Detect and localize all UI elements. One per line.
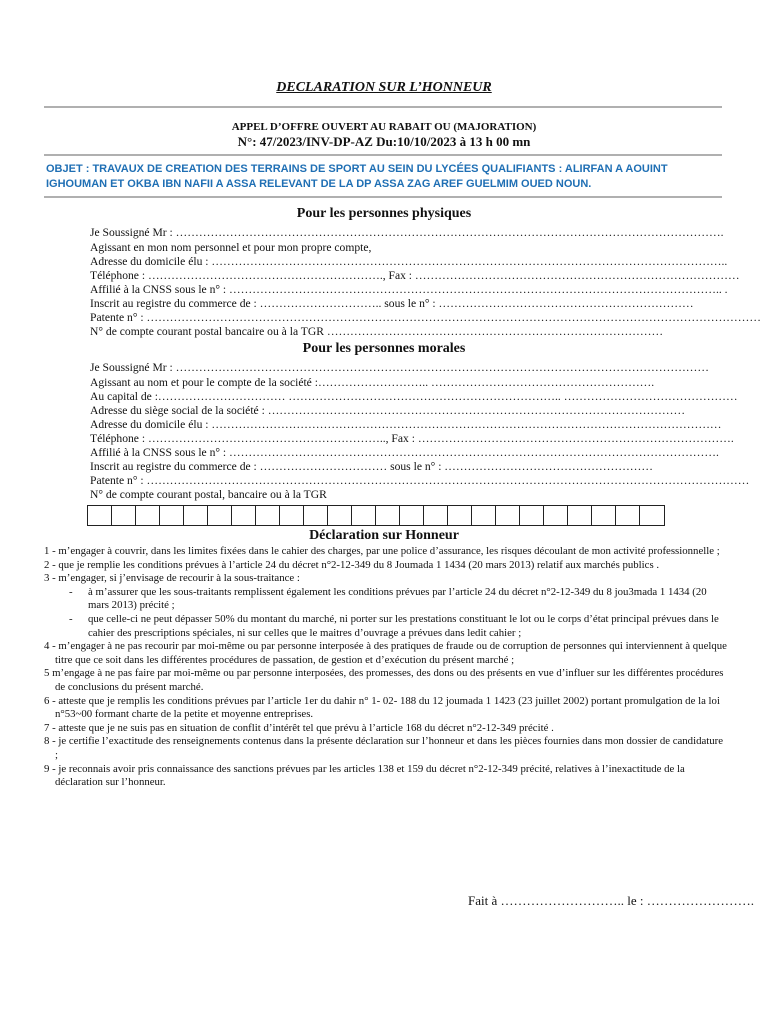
field-line: Patente n° : ………………………………………………………………………………………………………………………………………… xyxy=(90,474,750,487)
dash-bullet: - xyxy=(69,585,73,598)
account-digit-box xyxy=(568,506,592,525)
tender-reference: N°: 47/2023/INV-DP-AZ Du:10/10/2023 à 13 h 00 mn xyxy=(237,134,531,149)
field-line: N° de compte courant postal, bancaire ou à la TGR xyxy=(90,488,327,501)
field-line: Patente n° : …………………………………………………………………………………………………………………………………………… xyxy=(90,311,761,324)
divider xyxy=(44,196,722,198)
account-digit-box xyxy=(256,506,280,525)
field-line: Agissant au nom et pour le compte de la société :……………………….. …………………………………………………. xyxy=(90,376,655,389)
declaration-item: 9 - je reconnais avoir pris connaissance des sanctions prévues par les articles 138 et 159 du décret n°2-12-349 précité, relatives à l’inexactitude de la déclaration sur l’honneur. xyxy=(44,762,685,789)
field-line: Je Soussigné Mr : ………………………………………………………………………………………………………………………… xyxy=(90,361,709,374)
account-digit-box xyxy=(208,506,232,525)
account-digit-box xyxy=(328,506,352,525)
declaration-item: 6 - atteste que je remplis les conditions prévues par l’article 1er du dahir n° 1- 02- 188 du 12 joumada 1 1423 (23 juillet 2002) portant promulgation de la loi n°53~00 formant charte de la petite et moyenne entreprises. xyxy=(44,694,720,721)
field-line: Inscrit au registre du commerce de : ………………………….. sous le n° : ………………………………………………………… xyxy=(90,297,694,310)
field-line: Au capital de :…………………………… …………………………………………………………….. ……………………………………… xyxy=(90,390,738,403)
account-digit-box xyxy=(544,506,568,525)
account-digit-box xyxy=(88,506,112,525)
declaration-item: 8 - je certifie l’exactitude des renseignements contenus dans la présente déclaration sur l’honneur et dans les pièces fournies dans mon dossier de candidature ; xyxy=(44,735,724,761)
dash-bullet: - xyxy=(69,612,73,625)
declaration-item: 2 - que je remplie les conditions prévues à l’article 24 du décret n°2-12-349 du 8 Joumada 1 1434 (20 mars 2013) relatif aux marchés publics . xyxy=(44,558,660,571)
section-heading-morales: Pour les personnes morales xyxy=(302,341,466,356)
declaration-sublist xyxy=(44,586,728,640)
section-heading-physiques: Pour les personnes physiques xyxy=(296,206,472,221)
field-line: N° de compte courant postal bancaire ou à la TGR …………………………………………………………………………… xyxy=(90,325,664,338)
field-line: Téléphone : ……………………………………………………., Fax : ………………………………………………………………………… xyxy=(90,269,740,282)
document-title: DECLARATION SUR L’HONNEUR xyxy=(276,80,492,95)
declaration-subitem xyxy=(44,586,728,613)
field-line: Inscrit au registre du commerce de : …………………………… sous le n° : ……………………………………………… xyxy=(90,460,653,473)
field-line: Affilié à la CNSS sous le n° : ………………………………………………………………………………………………………………. xyxy=(90,446,719,459)
declaration-item: 7 - atteste que je ne suis pas en situation de conflit d’intérêt tel que prévu à l’article 168 du décret n°2-12-349 précité . xyxy=(44,721,554,734)
section-heading-declaration: Déclaration sur Honneur xyxy=(309,528,459,543)
declaration-item: 4 - m’engager à ne pas recourir par moi-même ou par personne interposée à des pratiques de fraude ou de corruption de personnes qui interviennent à quelque titre que ce soit dans les différentes procédures de passation, de gestion et d’exécution du présent marché ; xyxy=(44,640,727,666)
account-digit-box xyxy=(592,506,616,525)
field-line: Adresse du domicile élu : …………………………………………………………………………………………………………………… xyxy=(90,418,722,431)
subitem-text: à m’assurer que les sous-traitants remplissent également les conditions prévues par l’article 24 du décret n°2-12-349 du 8 jou3mada 1 1434 (20 mars 2013) précité ; xyxy=(88,585,707,612)
signature-place-date: Fait à ……………………….. le : ……………………. xyxy=(468,893,754,908)
account-digit-box xyxy=(112,506,136,525)
account-digit-box xyxy=(400,506,424,525)
divider xyxy=(44,154,722,156)
field-line: Agissant en mon nom personnel et pour mon propre compte, xyxy=(90,241,372,254)
account-digit-box xyxy=(472,506,496,525)
account-digit-box xyxy=(496,506,520,525)
divider xyxy=(44,106,722,108)
account-digit-box xyxy=(424,506,448,525)
declaration-item: 3 - m’engager, si j’envisage de recourir à la sous-traitance : xyxy=(44,572,300,585)
account-digit-box xyxy=(448,506,472,525)
account-digit-box xyxy=(184,506,208,525)
account-digit-box xyxy=(616,506,640,525)
field-line: Je Soussigné Mr : ……………………………………………………………………………………………………………………………. xyxy=(90,226,724,239)
field-line: Téléphone : …………………………………………………….., Fax : ………………………………………………………………………. xyxy=(90,432,734,445)
subitem-text: que celle-ci ne peut dépasser 50% du montant du marché, ni porter sur les prestations constituant le lot ou le corps d’état principal prévues dans le cahier des prescriptions spéciales, ni sur celles que le maitres d’ouvrage a prévues dans ledit cahier ; xyxy=(88,612,719,639)
account-digit-box xyxy=(160,506,184,525)
account-digit-box xyxy=(280,506,304,525)
account-digit-box xyxy=(520,506,544,525)
account-digit-box xyxy=(232,506,256,525)
tender-type: APPEL D’OFFRE OUVERT AU RABAIT OU (MAJORATION) xyxy=(231,121,537,133)
declaration-list xyxy=(44,545,728,790)
objet-text: OBJET : TRAVAUX DE CREATION DES TERRAINS DE SPORT AU SEIN DU LYCÉES QUALIFIANTS : ALIRFAN A AOUINT IGHOUMAN ET OKBA IBN NAFII A ASSA RELEVANT DE LA DP ASSA ZAG AREF GUELMIM OUED NOUN. xyxy=(46,163,668,190)
account-digit-box xyxy=(136,506,160,525)
account-digit-box xyxy=(640,506,664,525)
declaration-subitem xyxy=(44,613,728,640)
account-digit-box xyxy=(376,506,400,525)
account-number-boxes xyxy=(87,505,665,526)
declaration-item: 1 - m’engager à couvrir, dans les limites fixées dans le cahier des charges, par une police d’assurance, les risques découlant de mon activité professionnelle ; xyxy=(44,545,720,557)
field-line: Adresse du siège social de la société : ……………………………………………………………………………………………… xyxy=(90,404,686,417)
declaration-item: 5 m’engage à ne pas faire par moi-même ou par personne interposées, des promesses, des dons ou des présents en vue d’influer sur les différentes procédures de conclusions du présent marché. xyxy=(44,667,724,693)
account-digit-box xyxy=(352,506,376,525)
account-digit-box xyxy=(304,506,328,525)
field-line: Affilié à la CNSS sous le n° : ……………………………………………………………………………………………………………….. . xyxy=(90,283,728,296)
field-line: Adresse du domicile élu : …………………………………………………………………………………………………………………….. xyxy=(90,255,728,268)
